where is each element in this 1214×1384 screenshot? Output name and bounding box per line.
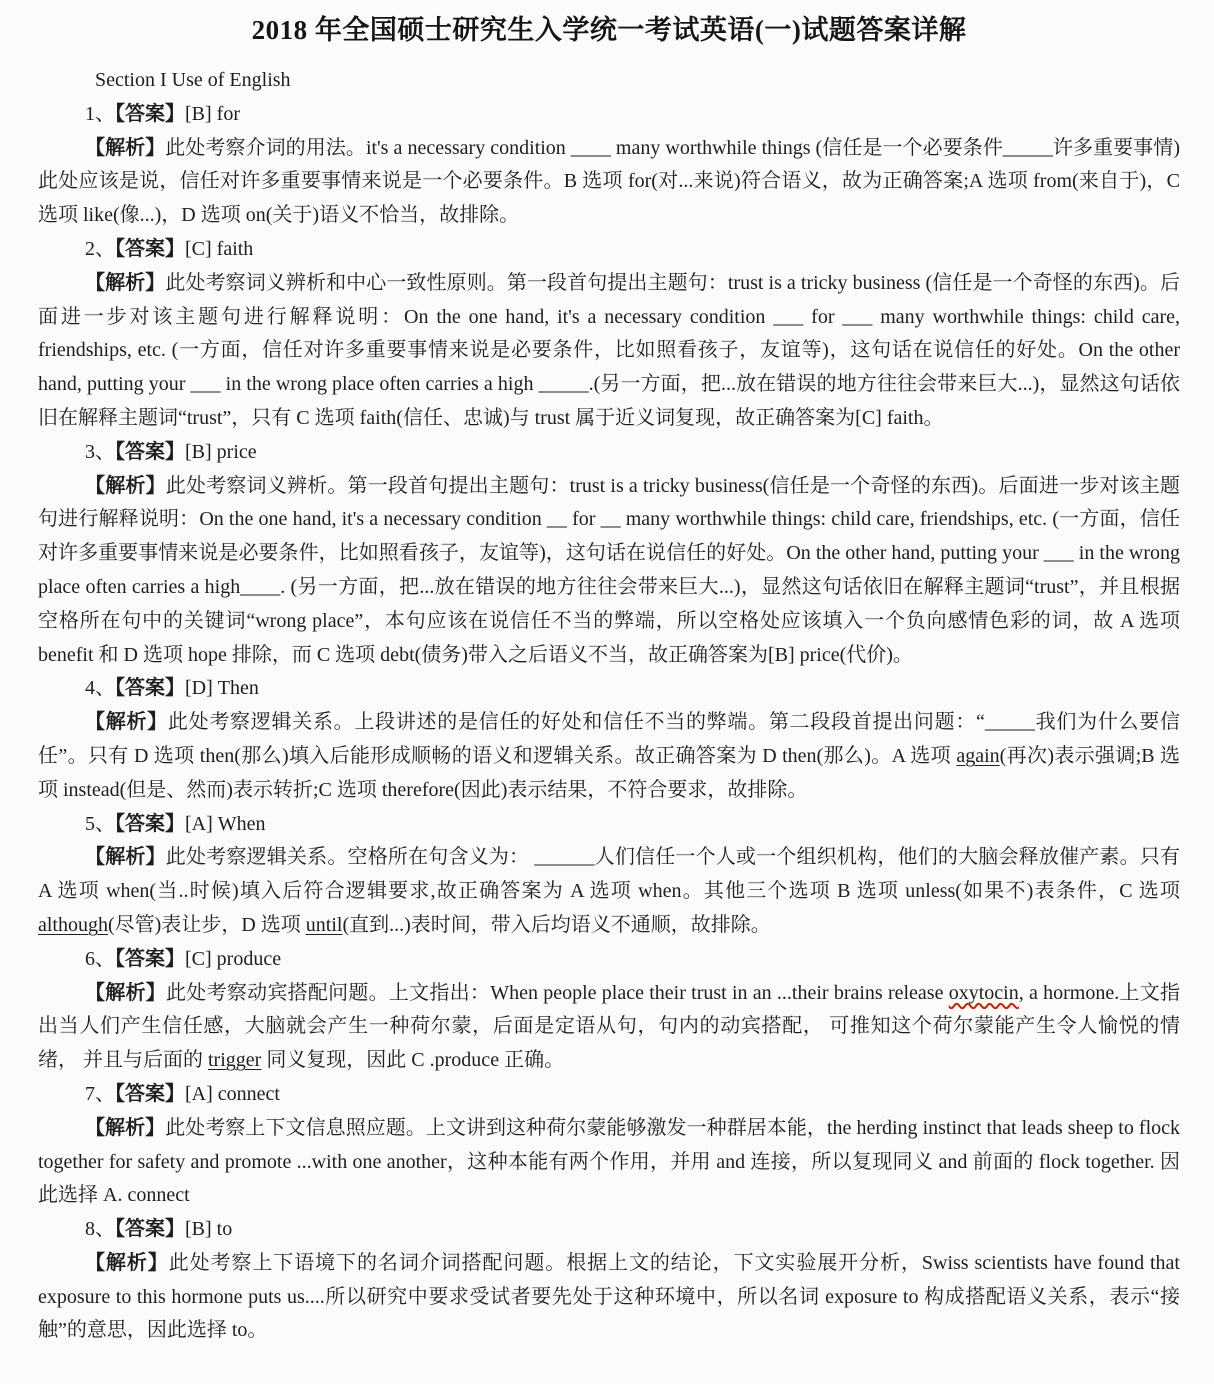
- text-segment: 【解析】: [85, 474, 166, 497]
- text-segment: 【解析】: [85, 136, 166, 159]
- text-segment: 此处考察词义辨析。第一段首句提出主题句：trust is a tricky business(信任是一个奇怪的东西)。后面进一步对该主题句进行解释说明：On the one hand, it's a necessary condition __ for __ many worthwhile things: child care, friendships, etc. (一方面，信任对许多重要事情来说是必要条件，比如照看孩子，友谊等)，这句话在说信任的好处。On the other hand, putting your ___ in the wrong place often carries a high____. (另一方面，把...放在错误的地方往往会带来巨大...)，显然这句话依旧在解释主题词“trust”，并且根据空格所在句中的关键词“wrong place”，本句应该在说信任不当的弊端，所以空格处应该填入一个负向感情色彩的词，故 A 选项 benefit 和 D 选项 hope 排除，而 C 选项 debt(债务)带入之后语义不当，故正确答案为[B] price(代价)。: [38, 474, 1181, 666]
- answer-value: [B] to: [185, 1218, 233, 1241]
- answer-line: [38, 808, 1180, 842]
- answer-value: [D] Then: [185, 677, 259, 700]
- text-segment: 【解析】: [85, 981, 167, 1004]
- text-segment: 此处考察逻辑关系。上段讲述的是信任的好处和信任不当的弊端。第二段段首提出问题：“_____我们为什么要信任”。只有 D 选项 then(那么)填入后能形成顺畅的语义和逻辑关系。故正确答案为 D then(那么)。A 选项: [38, 711, 1180, 767]
- question-number: 4、: [85, 677, 115, 700]
- text-segment: 【解析】: [85, 1116, 166, 1139]
- explanation-paragraph: [38, 1112, 1180, 1213]
- answer-item-2: [38, 233, 1180, 436]
- answer-label: 【答案】: [115, 812, 185, 835]
- text-segment: 此处考察上下语境下的名词介词搭配问题。根据上文的结论，下文实验展开分析，Swiss scientists have found that exposure to this hormone puts us....所以研究中要求受试者要先处于这种环境中，所以名词 exposure to 构成搭配语义关系，表示“接触”的意思，因此选择 to。: [38, 1251, 1180, 1342]
- answer-line: [38, 672, 1180, 706]
- text-segment: 【解析】: [85, 1251, 169, 1274]
- explanation-paragraph: [38, 706, 1180, 807]
- text-segment: (尽管)表让步，D 选项: [108, 913, 306, 936]
- text-segment: 此处考察介词的用法。it's a necessary condition ____ many worthwhile things (信任是一个必要条件_____许多重要事情) 此处应该是说，信任对许多重要事情来说是一个必要条件。B 选项 for(对...来说)符合语义，故为正确答案;A 选项 from(来自于)，C 选项 like(像...)，D 选项 on(关于)语义不恰当，故排除。: [38, 136, 1181, 227]
- answer-label: 【答案】: [115, 237, 185, 260]
- question-number: 8、: [85, 1218, 115, 1241]
- explanation-paragraph: [38, 1247, 1180, 1348]
- answer-value: [C] faith: [185, 237, 254, 260]
- section-heading: Section I Use of English: [95, 69, 291, 91]
- answer-value: [A] connect: [185, 1082, 280, 1105]
- text-segment: 同义复现，因此 C .produce 正确。: [261, 1049, 565, 1072]
- text-segment: (再次)表示强调;B 选项 instead(但是、然而)表示转折;C 选项 therefore(因此)表示结果，不符合要求，故排除。: [38, 744, 1180, 801]
- answer-label: 【答案】: [115, 1218, 185, 1241]
- answer-item-1: [38, 98, 1180, 233]
- question-number: 7、: [85, 1082, 115, 1105]
- text-segment: oxytocin: [948, 981, 1019, 1004]
- answer-item-4: [38, 672, 1180, 807]
- answer-line: [38, 1078, 1180, 1112]
- explanation-paragraph: [38, 470, 1180, 673]
- text-segment: again: [956, 744, 1000, 767]
- question-number: 1、: [85, 102, 115, 125]
- explanation-paragraph: [38, 132, 1180, 233]
- text-segment: 此处考察上下文信息照应题。上文讲到这种荷尔蒙能够激发一种群居本能，the herding instinct that leads sheep to flock together for safety and promote ...with one another，这种本能有两个作用，并用 and 连接，所以复现同义 and 前面的 flock together. 因此选择 A. connect: [38, 1116, 1181, 1207]
- text-segment: 【解析】: [85, 711, 168, 734]
- question-number: 2、: [85, 237, 115, 260]
- question-number: 6、: [85, 947, 115, 970]
- answer-label: 【答案】: [115, 677, 185, 700]
- answer-value: [C] produce: [185, 947, 282, 970]
- answer-value: [B] price: [185, 440, 257, 463]
- answer-label: 【答案】: [115, 1082, 185, 1105]
- text-segment: trigger: [208, 1049, 262, 1072]
- answer-line: [38, 943, 1180, 977]
- answer-item-6: [38, 943, 1180, 1078]
- text-segment: 【解析】: [85, 271, 166, 294]
- answer-line: [38, 98, 1180, 132]
- text-segment: although: [38, 913, 108, 936]
- answer-label: 【答案】: [115, 102, 185, 125]
- question-number: 5、: [85, 812, 115, 835]
- explanation-paragraph: [38, 977, 1180, 1078]
- text-segment: until: [305, 913, 343, 936]
- answer-label: 【答案】: [115, 440, 185, 463]
- question-number: 3、: [85, 440, 115, 463]
- text-segment: 【解析】: [85, 846, 166, 869]
- answer-value: [B] for: [185, 102, 240, 125]
- page-title: 2018 年全国硕士研究生入学统一考试英语(一)试题答案详解: [251, 15, 967, 45]
- answer-line: [38, 233, 1180, 267]
- answer-item-5: [38, 808, 1180, 943]
- answer-item-8: [38, 1213, 1180, 1348]
- explanation-paragraph: [38, 267, 1180, 436]
- answer-label: 【答案】: [115, 947, 185, 970]
- text-segment: 此处考察词义辨析和中心一致性原则。第一段首句提出主题句：trust is a tricky business (信任是一个奇怪的东西)。后面进一步对该主题句进行解释说明：On the one hand, it's a necessary condition ___ for ___ many worthwhile things: child care, friendships, etc. (一方面，信任对许多重要事情来说是必要条件，比如照看孩子，友谊等)，这句话在说信任的好处。On the other hand, putting your ___ in the wrong place often carries a high _____.(另一方面，把...放在错误的地方往往会带来巨大...)，显然这句话依旧在解释主题词“trust”，只有 C 选项 faith(信任、忠诚)与 trust 属于近义词复现，故正确答案为[C] faith。: [38, 271, 1180, 429]
- answer-value: [A] When: [185, 812, 266, 835]
- text-segment: (直到...)表时间，带入后均语义不通顺，故排除。: [342, 913, 771, 936]
- answer-item-3: [38, 436, 1180, 673]
- explanation-paragraph: [38, 841, 1180, 942]
- text-segment: , a hormone.上文指出当人们产生信任感，大脑就会产生一种荷尔蒙，后面是定语从句，句内的动宾搭配， 可推知这个荷尔蒙能产生令人愉悦的情绪， 并且与后面的: [38, 981, 1180, 1072]
- text-segment: 此处考察逻辑关系。空格所在句含义为： ______人们信任一个人或一个组织机构，他们的大脑会释放催产素。只有 A 选项 when(当..时候)填入后符合逻辑要求,故正确答案为 A 选项 when。其他三个选项 B 选项 unless(如果不)表条件，C 选项: [38, 846, 1181, 903]
- answer-line: [38, 436, 1180, 470]
- text-segment: 此处考察动宾搭配问题。上文指出：When people place their trust in an ...their brains release: [166, 981, 949, 1004]
- answer-item-7: [38, 1078, 1180, 1213]
- answer-line: [38, 1213, 1180, 1247]
